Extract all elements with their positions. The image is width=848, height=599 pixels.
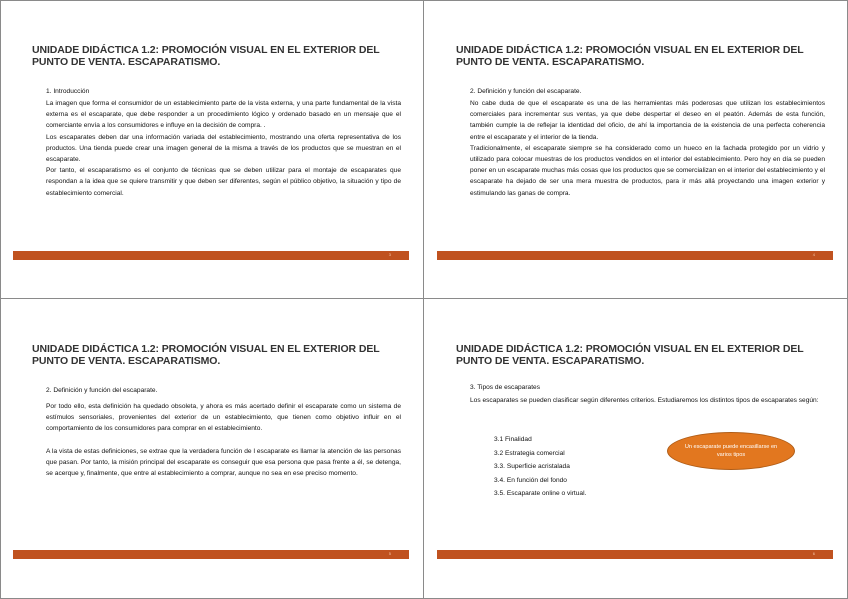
slide-title: UNIDADE DIDÁCTICA 1.2: PROMOCIÓN VISUAL EN EL EXTERIOR DEL PUNTO DE VENTA. ESCAPARATISMO. xyxy=(456,343,804,367)
body-paragraph: Los escaparates se pueden clasificar según diferentes criterios. Estudiaremos los distintos tipos de escaparates según: xyxy=(470,397,819,404)
list-item: 3.4. En función del fondo xyxy=(494,476,567,484)
body-paragraph: Tradicionalmente, el escaparate siempre se ha considerado como un hueco en la fachada protegido por un vidrio y utilizado para colocar muestras de los productos vendidos en el interior del establecimiento. Pero hoy en día se pueden poner en un escaparate muchas más cosas que los productos que se comercializan en el interior del establecimiento y el escaparate ha dejado de ser una mera muestra de productos, para ir más allá proyectando una imagen exterior y estimulando las ganas de compra. xyxy=(470,144,825,197)
body-paragraph: La imagen que forma el consumidor de un establecimiento parte de la vista externa, y una parte fundamental de la vista externa es el escaparate, que debe responder a un procedimiento lógico y ordenado basado en un mensaje que el comerciante envía a los consumidores e influye en la decisión de compra. . xyxy=(46,100,401,130)
list-item: 3.2 Estrategia comercial xyxy=(494,449,565,457)
body-paragraph: Por todo ello, esta definición ha quedado obsoleta, y ahora es más acertado definir el escaparate como un sistema de estímulos sensoriales, provenientes del exterior de un establecimiento, que tienen como objetivo influir en el comportamiento de los consumidores para comprar en el establecimiento. xyxy=(46,403,401,433)
page-number: 6 xyxy=(812,551,815,556)
section-heading: 1. Introducción xyxy=(46,88,90,95)
body-paragraph: No cabe duda de que el escaparate es una de las herramientas más poderosas que utilizan los establecimientos comerciales para incrementar sus ventas, ya que debe despertar el deseo en el peatón. Además de esta función, también cumple la de reflejar la identidad del oficio, de ahí la importancia de la existencia de una perfecta coherencia entre el escaparate y el interior de la tienda. xyxy=(470,100,825,141)
list-item: 3.1 Finalidad xyxy=(494,436,532,443)
body-paragraph: Los escaparates deben dar una información variada del establecimiento, mostrando una oferta representativa de los productos. Una tienda puede crear una imagen general de la misma a través de los productos que se muestran en el escaparate. xyxy=(46,133,401,164)
slide-title: UNIDADE DIDÁCTICA 1.2: PROMOCIÓN VISUAL EN EL EXTERIOR DEL PUNTO DE VENTA. ESCAPARATISMO. xyxy=(456,44,804,68)
section-heading: 2. Definición y función del escaparate. xyxy=(46,387,158,394)
list-item: 3.3. Superficie acristalada xyxy=(494,463,570,470)
section-heading: 2. Definición y función del escaparate. xyxy=(470,88,582,95)
page-number: 4 xyxy=(812,252,815,257)
section-heading: 3. Tipos de escaparates xyxy=(470,384,541,391)
slide-title: UNIDADE DIDÁCTICA 1.2: PROMOCIÓN VISUAL EN EL EXTERIOR DEL PUNTO DE VENTA. ESCAPARATISMO. xyxy=(32,44,380,68)
slide-title: UNIDADE DIDÁCTICA 1.2: PROMOCIÓN VISUAL EN EL EXTERIOR DEL PUNTO DE VENTA. ESCAPARATISMO. xyxy=(32,343,380,367)
list-item: 3.5. Escaparate online o virtual. xyxy=(494,490,587,497)
page-number: 3 xyxy=(388,252,391,257)
body-paragraph: A la vista de estas definiciones, se extrae que la verdadera función de l escaparate es llamar la atención de las personas que pasan. Por tanto, la misión principal del escaparate es conseguir que esa persona que pasa frente a él, se detenga, se acerque y, finalmente, que entre al establecimiento a comprar, aunque no sea en ese preciso momento. xyxy=(46,447,401,478)
callout-text: Un escaparate puede encasillarse en varios tipos xyxy=(684,444,778,458)
body-paragraph: Por tanto, el escaparatismo es el conjunto de técnicas que se deben utilizar para el montaje de escaparates que respondan a la idea que se quiere transmitir y que deben ser diferentes, según el público objetivo, la situación y tipo de establecimiento comercial. xyxy=(46,167,401,197)
page-number: 5 xyxy=(388,551,391,556)
